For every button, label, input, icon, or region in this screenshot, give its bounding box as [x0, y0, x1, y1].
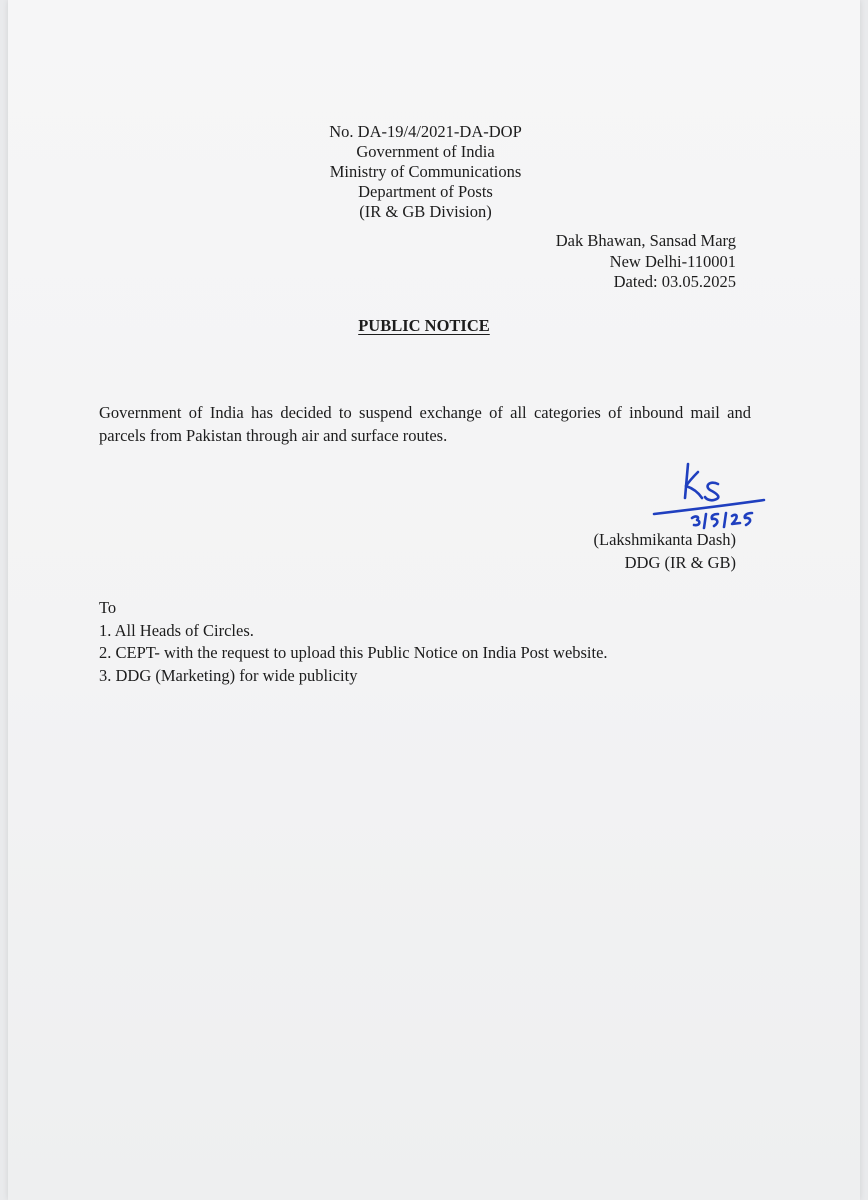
- letterhead: [308, 122, 543, 222]
- list-item: 2. CEPT- with the request to upload this Public Notice on India Post website.: [99, 643, 608, 662]
- signature-ink: [648, 458, 778, 538]
- government-name: Government of India: [356, 142, 495, 161]
- list-item: 1. All Heads of Circles.: [99, 620, 254, 640]
- to-label: To: [99, 598, 117, 617]
- division-name: (IR & GB Division): [359, 202, 492, 221]
- signatory-name: (Lakshmikanta Dash): [593, 530, 736, 549]
- notice-body: Government of India has decided to suspend exchange of all categories of inbound mail and parcels from Pakistan through air and surface routes.: [99, 403, 751, 445]
- address-line-1: Dak Bhawan, Sansad Marg: [555, 231, 736, 250]
- sender-address: [476, 231, 736, 293]
- address-line-2: New Delhi-110001: [609, 251, 736, 271]
- document-page: [8, 0, 860, 1200]
- notice-title: PUBLIC NOTICE: [358, 316, 490, 335]
- dated-line: Dated: 03.05.2025: [613, 272, 736, 291]
- department-name: Department of Posts: [358, 182, 493, 201]
- signatory-designation: DDG (IR & GB): [624, 553, 736, 572]
- handwritten-signature: [648, 458, 778, 538]
- reference-number: No. DA-19/4/2021-DA-DOP: [329, 122, 522, 141]
- ministry-name: Ministry of Communications: [329, 162, 522, 181]
- list-item: 3. DDG (Marketing) for wide publicity: [99, 665, 358, 685]
- recipients-list: [99, 597, 608, 687]
